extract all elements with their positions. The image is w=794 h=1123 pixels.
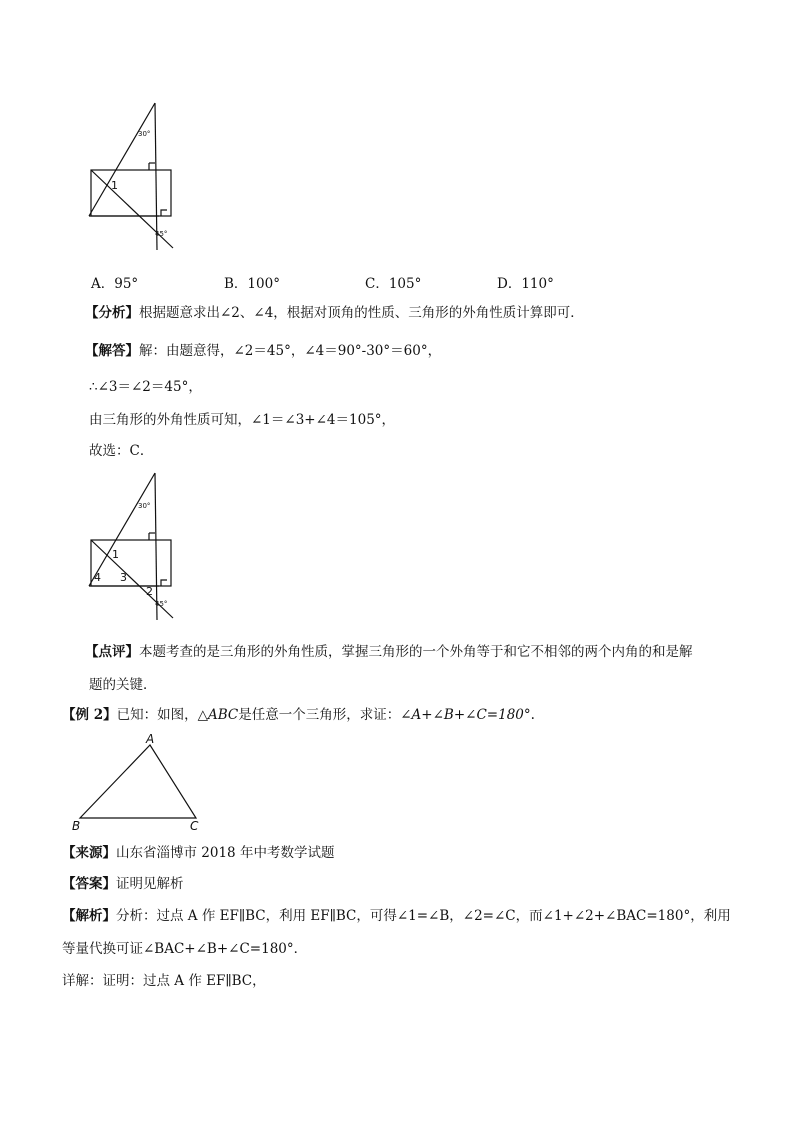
source-line: 【来源】山东省淄博市 2018 年中考数学试题 [62,845,335,861]
angle-1-label: 1 [112,548,119,561]
solution-line-3: 由三角形的外角性质可知，∠1＝∠3+∠4＝105°， [89,412,396,428]
analysis-2-line-1: 【解析】分析：过点 A 作 EF∥BC，利用 EF∥BC，可得∠1=∠B，∠2=∠C，而∠1+∠2+∠BAC=180°，利用 [62,908,731,924]
option-b: B．100° [224,276,280,292]
angle-45-label: 45° [155,230,168,238]
analysis-line: 【分析】根据题意求出∠2、∠4，根据对顶角的性质、三角形的外角性质计算即可． [85,305,584,321]
vertex-c-label: C [190,819,199,833]
solution-line-1: 【解答】解：由题意得，∠2＝45°，∠4＝90°-30°＝60°， [85,343,442,359]
solution-line-2: ∴∠3＝∠2＝45°， [89,379,202,395]
angle-2-label: 2 [146,585,153,598]
option-d: D．110° [497,276,554,292]
vertical-edge [155,103,157,250]
comment-line-2: 题的关键． [89,677,157,693]
detail-line: 详解：证明：过点 A 作 EF∥BC， [62,973,266,989]
figure-2-triangles [85,468,180,626]
answer-line: 【答案】证明见解析 [62,876,184,892]
option-a: A．95° [91,276,139,292]
figure-3-triangle-abc [66,730,216,834]
solution-line-4: 故选：C． [89,443,154,459]
analysis-2-line-2: 等量代换可证∠BAC+∠B+∠C=180°． [62,941,308,957]
angle-30-label: 30° [138,502,151,510]
vertex-a-label: A [146,732,155,746]
vertex-b-label: B [72,819,81,833]
angle-1-label: 1 [111,179,118,192]
figure-1-triangles [85,98,180,254]
angle-45-label: 45° [155,600,168,608]
comment-line-1: 【点评】本题考查的是三角形的外角性质，掌握三角形的一个外角等于和它不相邻的两个内角的和是解 [85,644,693,660]
angle-4-label: 4 [94,571,101,584]
option-c: C．105° [365,276,422,292]
example-2-line: 【例 2】已知：如图，△ABC是任意一个三角形，求证：∠A+∠B+∠C=180°. [62,707,535,723]
triangle-abc [80,745,196,818]
angle-3-label: 3 [120,571,127,584]
angle-30-label: 30° [138,130,151,138]
